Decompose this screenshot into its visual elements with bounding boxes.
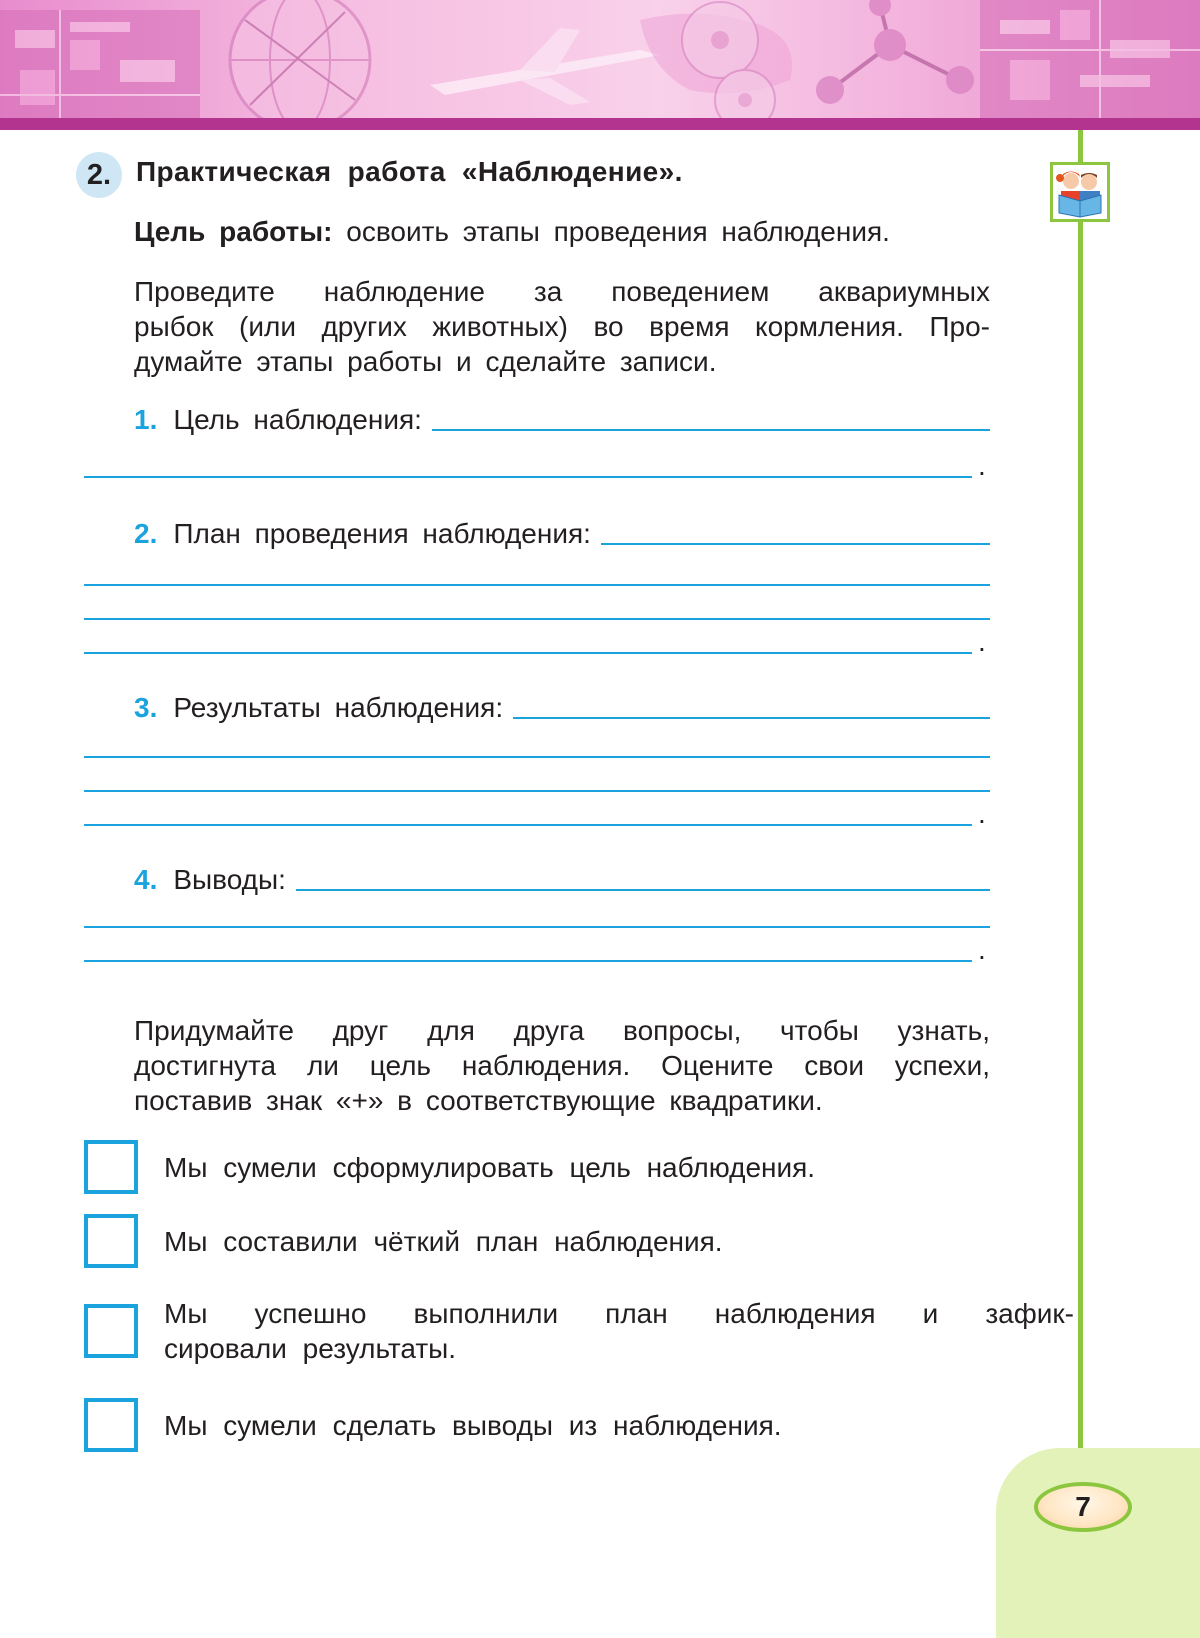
checkbox[interactable] (84, 1214, 138, 1268)
answer-line[interactable] (513, 716, 990, 719)
answer-line[interactable] (84, 584, 990, 586)
molecule-icon (816, 0, 974, 104)
checklist-line: сировали результаты. (164, 1333, 457, 1364)
item-number: 2. (134, 518, 158, 549)
answer-line[interactable] (84, 652, 972, 654)
intro-line: думайте этапы работы и сделайте записи. (134, 346, 717, 377)
checkbox[interactable] (84, 1140, 138, 1194)
item-label: Результаты наблюдения: (173, 692, 504, 723)
item-number: 3. (134, 692, 158, 723)
intro-paragraph (84, 274, 990, 379)
line-end-dot: . (978, 798, 986, 829)
checklist-text (164, 1150, 1074, 1185)
checklist-text (164, 1408, 1074, 1443)
item-4 (134, 864, 990, 896)
task-number-badge: 2. (76, 152, 122, 198)
page-corner (996, 1448, 1200, 1638)
globe-icon (230, 0, 370, 118)
line-end-dot: . (978, 450, 986, 481)
circuit-board-icon (0, 10, 200, 118)
intro-line: Проведите наблюдение за поведением аквариумных (134, 276, 990, 307)
header-banner (0, 0, 1200, 118)
item-number: 1. (134, 404, 158, 435)
banner-illustration (0, 0, 1200, 118)
answer-line[interactable] (84, 790, 990, 792)
answer-line[interactable] (432, 428, 990, 431)
item-label: Выводы: (173, 864, 286, 895)
checklist-text (164, 1224, 1074, 1259)
answer-line[interactable] (84, 618, 990, 620)
line-end-dot: . (978, 626, 986, 657)
goal-text: освоить этапы проведения наблюдения. (346, 216, 890, 247)
instruction-line: достигнута ли цель наблюдения. Оцените свои успехи, (134, 1050, 990, 1081)
margin-rule (1078, 130, 1083, 1490)
answer-line[interactable] (84, 926, 990, 928)
checkbox[interactable] (84, 1304, 138, 1358)
answer-line[interactable] (84, 756, 990, 758)
answer-line[interactable] (601, 542, 990, 545)
item-label: Цель наблюдения: (173, 404, 422, 435)
item-2 (134, 518, 990, 550)
header-stripe (0, 118, 1200, 130)
children-reading-icon (1050, 162, 1110, 222)
answer-line[interactable] (84, 824, 972, 826)
item-number: 4. (134, 864, 158, 895)
instruction-line: Придумайте друг для друга вопросы, чтобы узнать, (134, 1015, 990, 1046)
checkbox[interactable] (84, 1398, 138, 1452)
item-3 (134, 692, 990, 724)
checklist-line: Мы составили чёткий план наблюдения. (164, 1226, 723, 1257)
intro-line: рыбок (или других животных) во время кормления. Про- (134, 311, 990, 342)
answer-line[interactable] (84, 960, 972, 962)
checklist-line: Мы успешно выполнили план наблюдения и зафик- (164, 1298, 1074, 1329)
task-title: Практическая работа «Наблюдение». (136, 156, 683, 187)
goal-paragraph (134, 214, 992, 249)
item-label: План проведения наблюдения: (173, 518, 591, 549)
self-assessment-instructions (84, 1013, 990, 1118)
page-number: 7 (1034, 1482, 1132, 1532)
answer-line[interactable] (296, 888, 990, 891)
instruction-line: поставив знак «+» в соответствующие квадратики. (134, 1085, 823, 1116)
answer-line[interactable] (84, 476, 972, 478)
goal-label: Цель работы: (134, 216, 333, 247)
line-end-dot: . (978, 934, 986, 965)
checklist-line: Мы сумели сделать выводы из наблюдения. (164, 1410, 782, 1441)
airplane-icon (430, 28, 660, 105)
checklist-line: Мы сумели сформулировать цель наблюдения. (164, 1152, 816, 1183)
checklist-text (164, 1296, 1074, 1366)
item-1 (134, 404, 990, 436)
